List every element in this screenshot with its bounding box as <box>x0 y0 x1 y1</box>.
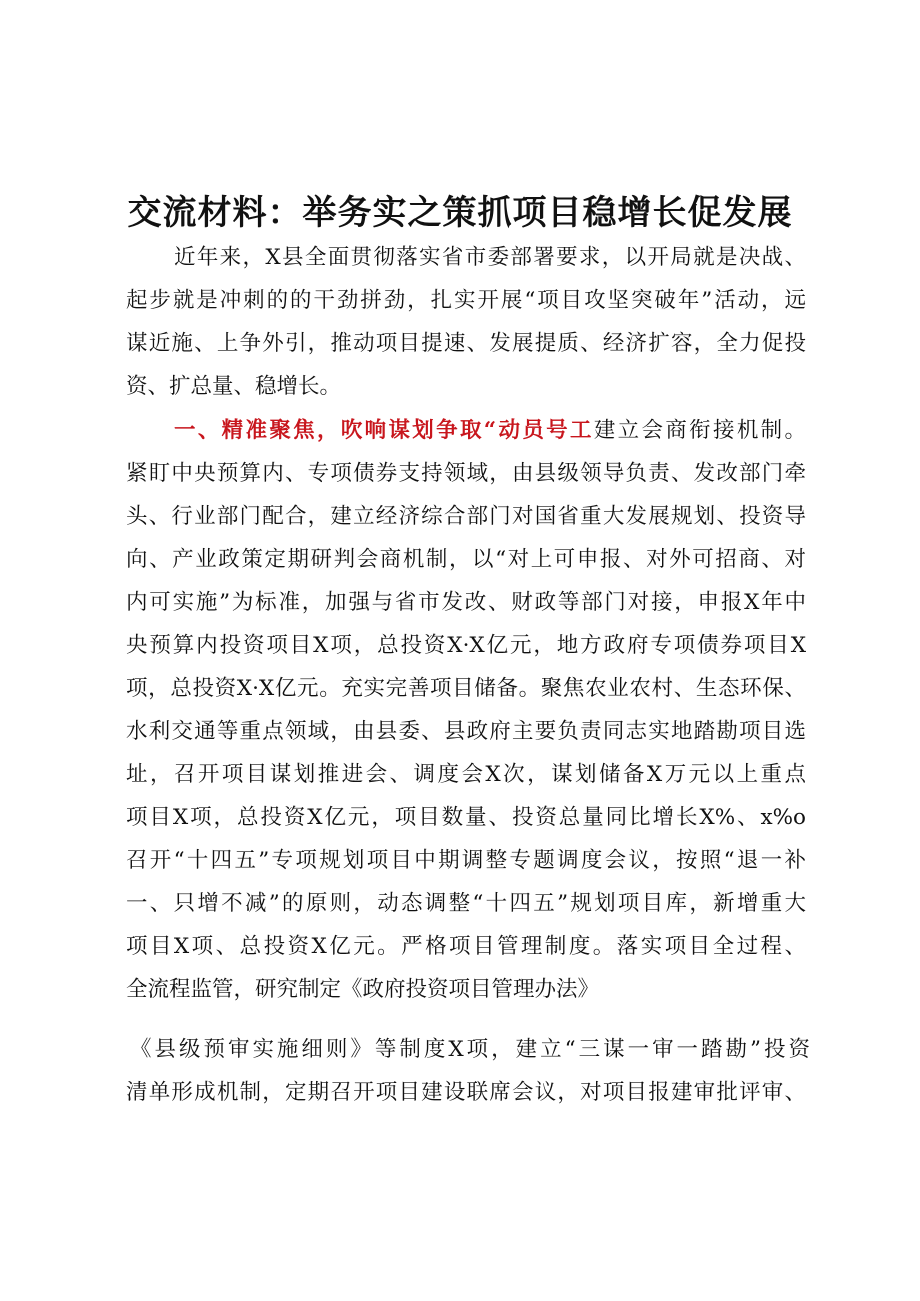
section1-line-14: 《县级预审实施细则》等制度X项，建立“三谋一审一踏勘”投资 <box>130 1037 810 1062</box>
section1-line-6: 项，总投资X·X亿元。充实完善项目储备。聚焦农业农村、生态环保、 <box>126 676 806 701</box>
section1-heading-tail: 建立会商衔接机制。 <box>593 418 806 443</box>
section1-line-10: 召开“十四五”专项规划项目中期调整专题调度会议，按照“退一补 <box>126 848 806 873</box>
section1-line-3: 向、产业政策定期研判会商机制，以“对上可申报、对外可招商、对 <box>126 547 806 572</box>
section1-line-9: 项目X项，总投资X亿元，项目数量、投资总量同比增长X%、x%o <box>126 805 806 830</box>
section1-line-8: 址，召开项目谋划推进会、调度会X次，谋划储备X万元以上重点 <box>126 762 806 787</box>
intro-line-2: 起步就是冲刺的的干劲拼劲，扎实开展“项目攻坚突破年”活动，远 <box>126 288 806 313</box>
intro-line-3: 谋近施、上争外引，推动项目提速、发展提质、经济扩容，全力促投 <box>126 331 806 356</box>
section1-line-4: 内可实施”为标准，加强与省市发改、财政等部门对接，申报X年中 <box>126 590 806 615</box>
section1-line-12: 项目X项、总投资X亿元。严格项目管理制度。落实项目全过程、 <box>126 934 806 959</box>
section1-line-1: 紧盯中央预算内、专项债券支持领域，由县级领导负责、发改部门牵 <box>126 461 806 486</box>
section1-line-11: 一、只增不减”的原则，动态调整“十四五”规划项目库，新增重大 <box>126 891 806 916</box>
section1-heading: 一、精准聚焦，吹响谋划争取“动员号工 <box>174 418 594 443</box>
document-title: 交流材料：举务实之策抓项目稳增长促发展 <box>127 193 793 233</box>
section1-line-2: 头、行业部门配合，建立经济综合部门对国省重大发展规划、投资导 <box>126 504 806 529</box>
section1-line-15: 清单形成机制，定期召开项目建设联席会议，对项目报建审批评审、 <box>126 1080 806 1105</box>
section1-line-7: 水利交通等重点领域，由县委、县政府主要负责同志实地踏勘项目选 <box>126 719 806 744</box>
section1-line-13: 全流程监管，研究制定《政府投资项目管理办法》 <box>126 977 600 1002</box>
section1-line-5: 央预算内投资项目X项，总投资X·X亿元，地方政府专项债券项目X <box>126 633 806 658</box>
section1-heading-line <box>174 416 806 446</box>
intro-line-1: 近年来，X县全面贯彻落实省市委部署要求，以开局就是决战、 <box>174 245 806 270</box>
intro-line-4: 资、扩总量、稳增长。 <box>126 374 342 399</box>
